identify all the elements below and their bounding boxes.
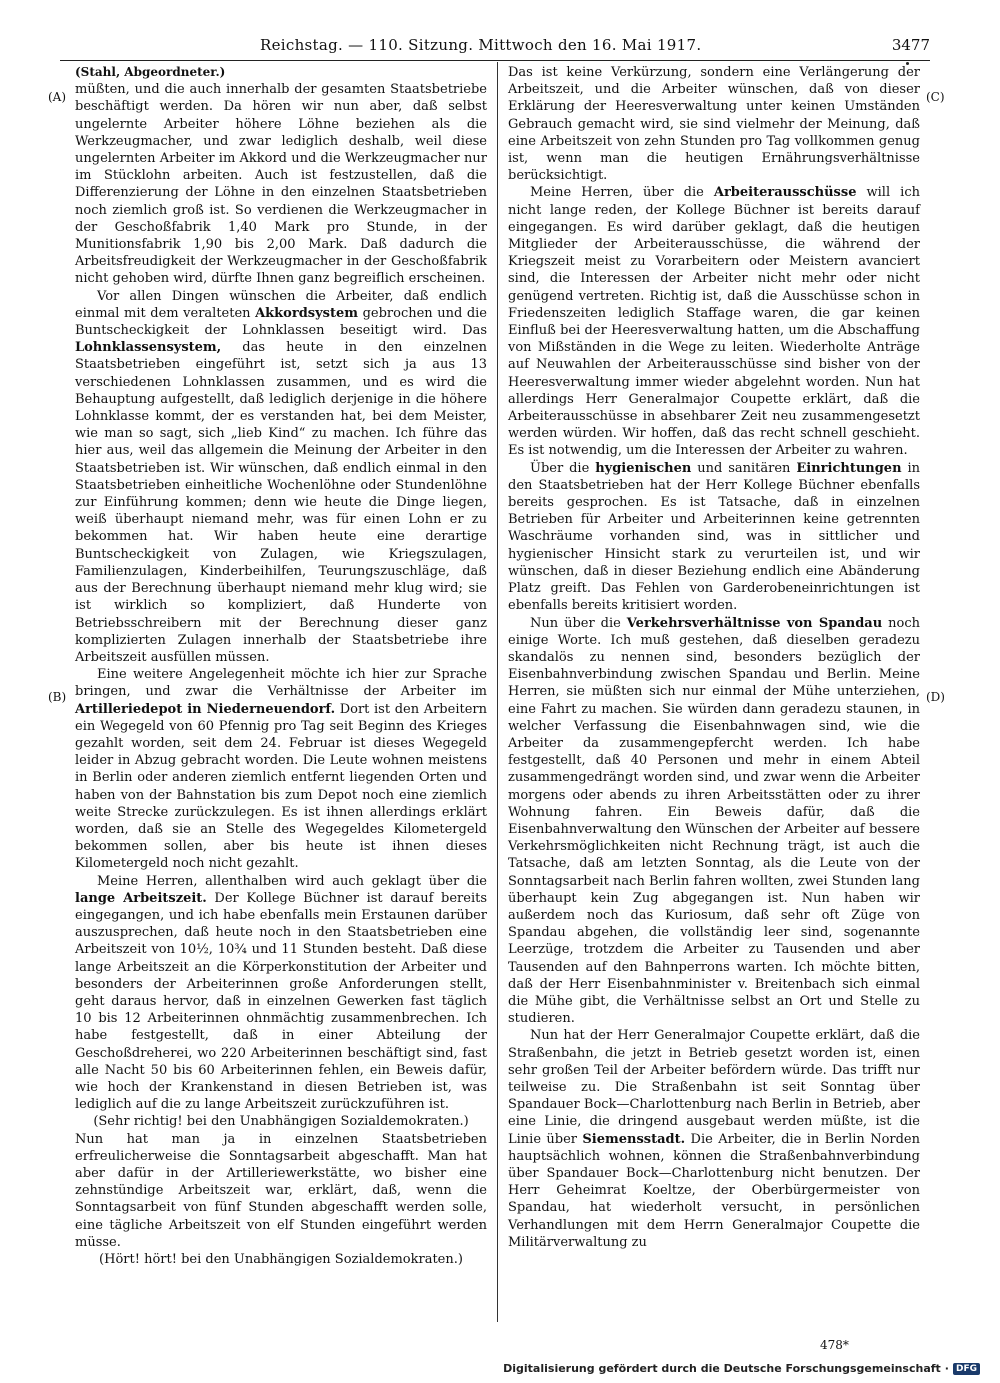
left-column	[75, 64, 487, 1268]
interjection-2: (Hört! hört! bei den Unabhängigen Sozialdemokraten.)	[99, 1252, 463, 1268]
margin-marker-a: (A)	[48, 90, 67, 104]
left-paragraph-3: Eine weitere Angelegenheit möchte ich hier zur Sprache bringen, und zwar die Verhältnisse der Arbeiter im Artilleriedepot in Niederneuendorf. Dort ist den Arbeitern ein Wegegeld von 60 Pfennig pro Tag seit Beginn des Krieges gezahlt worden, seit dem 24. Februar ist dieses Wegegeld leider in Abzug gebracht worden. Die Leute wohnen meistens in Berlin oder anderen ziemlich entfernt liegenden Orten und haben von der Bahnstation bis zum Depot noch eine ziemlich weite Strecke zurückzulegen. Es ist ihnen allerdings erklärt worden, daß sie an Stelle des Wegegeldes Kilometergeld bekommen sollen, aber bis heute ist ihnen dieses Kilometergeld noch nicht gezahlt.	[75, 667, 487, 872]
speaker-label: (Stahl, Abgeordneter.)	[75, 65, 226, 79]
right-paragraph-4: Nun über die Verkehrsverhältnisse von Spandau noch einige Worte. Ich muß gestehen, daß dieselben geradezu skandalös zu nennen sind, besonders bezüglich der Eisenbahnverbindung zwischen Spandau und Berlin. Meine Herren, sie müßten sich nur einmal der Mühe unterziehen, eine Fahrt zu machen. Sie würden dann geradezu staunen, in welcher Verfassung die Eisenbahnwagen sind, wie die Arbeiter da zusammengepfercht werden. Ich habe festgestellt, daß 40 Personen und mehr in einem Abteil zusammengedrängt worden sind, und zwar wenn die Arbeiter morgens oder abends zu ihren Arbeitsstätten oder zu ihrer Wohnung fahren. Ein Beweis dafür, daß die Eisenbahnverwaltung den Wünschen der Arbeiter auf bessere Verkehrsmöglichkeiten nicht Rechnung trägt, ist auch die Tatsache, daß am letzten Sonntag, als die Leute von der Sonntagsarbeit nach Berlin fahren wollten, zwei Stunden lang überhaupt kein Zug abgegangen ist. Nun haben wir außerdem noch das Kuriosum, daß sehr oft Züge von Spandau abgehen, die vollständig leer sind, sogenannte Leerzüge, trotzdem die Arbeiter zu Tausenden und aber Tausenden auf den Bahnperrons warten. Ich möchte bitten, daß der Herr Eisenbahnminister v. Breitenbach sich einmal die Mühe gibt, die Verhältnisse selbst an Ort und Stelle zu studieren.	[508, 615, 920, 1027]
credit-text: Digitalisierung gefördert durch die Deutsche Forschungsgemeinschaft	[503, 1362, 941, 1375]
dfg-logo-icon: DFG	[953, 1363, 980, 1375]
left-paragraph-4: Meine Herren, allenthalben wird auch geklagt über die lange Arbeitszeit. Der Kollege Büchner ist darauf bereits eingegangen, und ich habe ebenfalls mein Erstaunen darüber auszusprechen, daß heute noch in den Staatsbetrieben eine Arbeitszeit von 10½, 10¾ und 11 Stunden besteht. Daß diese lange Arbeitszeit an die Körperkonstitution der Arbeiter und besonders der Arbeiterinnen große Anforderungen stellt, geht daraus hervor, daß in einzelnen Gewerken fast täglich 10 bis 12 Arbeiterinnen ohnmächtig zusammenbrechen. Ich habe festgestellt, daß in einer Abteilung der Geschoßdreherei, wo 220 Arbeiterinnen beschäftigt sind, fast alle Nacht 50 bis 60 Arbeiterinnen fehlen, ein Beweis dafür, wie hoch der Krankenstand in diesen Betrieben ist, was lediglich auf die zu lange Arbeitszeit zurückzuführen ist.	[75, 873, 487, 1113]
margin-marker-b: (B)	[48, 690, 67, 704]
page-header	[60, 34, 930, 61]
margin-marker-d: (D)	[926, 690, 945, 704]
column-divider	[497, 62, 498, 1322]
page-number: 3477	[891, 36, 930, 54]
right-paragraph-3: Über die hygienischen und sanitären Einrichtungen in den Staatsbetrieben hat der Herr Kollege Büchner ebenfalls bereits gesprochen. Es ist Tatsache, daß in einzelnen Betrieben für Arbeiter und Arbeiterinnen keine getrennten Waschräume vorhanden sind, was in sittlicher und hygienischer Hinsicht stark zu verurteilen ist, und wir wünschen, daß in dieser Beziehung endlich eine Abänderung Platz greift. Das Fehlen von Garderobeneinrichtungen ist ebenfalls bereits kritisiert worden.	[508, 460, 920, 614]
right-paragraph-2: Meine Herren, über die Arbeiterausschüsse will ich nicht lange reden, der Kollege Büchner ist bereits darauf eingegangen. Es wird darüber geklagt, daß die heutigen Mitglieder der Arbeiterausschüsse, die während der Kriegszeit meist zu Vorarbeitern oder Meistern avanciert sind, die Interessen der Arbeiter nicht mehr oder nicht genügend vertreten. Richtig ist, daß die Ausschüsse schon in Friedenszeiten lediglich Staffage waren, die gar keinen Einfluß bei der Heeresverwaltung hatten, um die Abschaffung von Mißständen in die Wege zu leiten. Wiederholte Anträge auf Neuwahlen der Arbeiterausschüsse sind bisher von der Heeresverwaltung immer wieder abgelehnt worden. Nun hat allerdings Herr Generalmajor Coupette erklärt, daß die Arbeiterausschüsse in absehbarer Zeit neu zusammengesetzt werden würden. Wir hoffen, daß das recht schnell geschieht. Es ist notwendig, um die Interessen der Arbeiter zu wahren.	[508, 185, 920, 459]
header-title: Reichstag. — 110. Sitzung. Mittwoch den 16. Mai 1917.	[260, 36, 702, 54]
interjection-1: (Sehr richtig! bei den Unabhängigen Sozialdemokraten.)	[93, 1114, 469, 1130]
right-column	[508, 64, 920, 1251]
left-paragraph-1: müßten, und die auch innerhalb der gesamten Staatsbetriebe beschäftigt werden. Da hören wir nun aber, daß selbst ungelernte Arbeiter höhere Löhne beziehen als die Werkzeugmacher, und zwar lediglich deshalb, weil diese ungelernten Arbeiter im Akkord und die Werkzeugmacher nur im Stücklohn arbeiten. Auch ist festzustellen, daß die Differenzierung der Löhne in den einzelnen Staatsbetrieben noch ziemlich groß ist. So verdienen die Werkzeugmacher in der Geschoßfabrik 1,40 Mark pro Stunde, in der Munitionsfabrik 1,90 bis 2,00 Mark. Daß dadurch die Arbeitsfreudigkeit der Werkzeugmacher in der Geschoßfabrik nicht gehoben wird, dürfte Ihnen ganz begreiflich erscheinen.	[75, 82, 487, 287]
signature-mark: 478*	[820, 1338, 849, 1352]
left-paragraph-5: Nun hat man ja in einzelnen Staatsbetrieben erfreulicherweise die Sonntagsarbeit abgeschafft. Man hat aber dafür in der Artilleriewerkstätte, wo bisher eine zehnstündige Arbeitszeit war, erklärt, daß, wenn die Sonntagsarbeit von fünf Stunden abgeschafft werden solle, eine tägliche Arbeitszeit von elf Stunden eingeführt werden müsse.	[75, 1131, 487, 1250]
digitization-credit: Digitalisierung gefördert durch die Deutsche Forschungsgemeinschaft · DFG	[503, 1362, 980, 1375]
right-paragraph-1: Das ist keine Verkürzung, sondern eine Verlängerung der Arbeitszeit, und die Arbeiter wünschen, daß von dieser Erklärung der Heeresverwaltung unter keinen Umständen Gebrauch gemacht wird, sie sind vielmehr der Meinung, daß eine Arbeitszeit von zehn Stunden pro Tag vollkommen genug ist, wenn man die heutigen Ernährungsverhältnisse berücksichtigt.	[508, 65, 920, 184]
right-paragraph-5: Nun hat der Herr Generalmajor Coupette erklärt, daß die Straßenbahn, die jetzt in Betrieb gesetzt worden ist, einen sehr großen Teil der Arbeiter befördern würde. Das trifft nur teilweise zu. Die Straßenbahn ist seit Sonntag über Spandauer Bock—Charlottenburg nach Berlin in Betrieb, aber eine Linie, die dringend ausgebaut werden müßte, ist die Linie über Siemensstadt. Die Arbeiter, die in Berlin Norden hauptsächlich wohnen, können die Straßenbahnverbindung über Spandauer Bock—Charlottenburg nicht benutzen. Der Herr Geheimrat Koeltze, der Oberbürgermeister von Spandau, hat wiederholt versucht, in persönlichen Verhandlungen mit dem Herrn Generalmajor Coupette die Militärverwaltung zu	[508, 1028, 920, 1250]
left-paragraph-2: Vor allen Dingen wünschen die Arbeiter, daß endlich einmal mit dem veralteten Akkordsystem gebrochen und die Buntscheckigkeit der Lohnklassen beseitigt wird. Das Lohnklassensystem, das heute in den einzelnen Staatsbetrieben eingeführt ist, setzt sich ja aus 13 verschiedenen Lohnklassen zusammen, und es wird die Behauptung aufgestellt, daß lediglich derjenige in die höhere Lohnklasse kommt, der es verstanden hat, bei dem Meister, wie man so sagt, sich „lieb Kind“ zu machen. Ich führe das hier aus, weil das allgemein die Meinung der Arbeiter in den Staatsbetrieben ist. Wir wünschen, daß endlich einmal in den Staatsbetrieben einheitliche Wochenlöhne oder Stundenlöhne zur Einführung kommen; denn wie heute die Dinge liegen, weiß überhaupt niemand mehr, was für einen Lohn er zu bekommen hat. Wir haben heute eine derartige Buntscheckigkeit von Zulagen, wie Kriegszulagen, Familienzulagen, Kinderbeihilfen, Teurungszuschläge, daß aus der Berechnung überhaupt niemand mehr klug wird; sie ist wirklich so kompliziert, daß Hunderte von Betriebsschreibern mit der Berechnung dieser ganz komplizierten Zulagen innerhalb der Staatsbetriebe ihre Arbeitszeit ausfüllen müssen.	[75, 288, 487, 665]
margin-marker-c: (C)	[926, 90, 945, 104]
